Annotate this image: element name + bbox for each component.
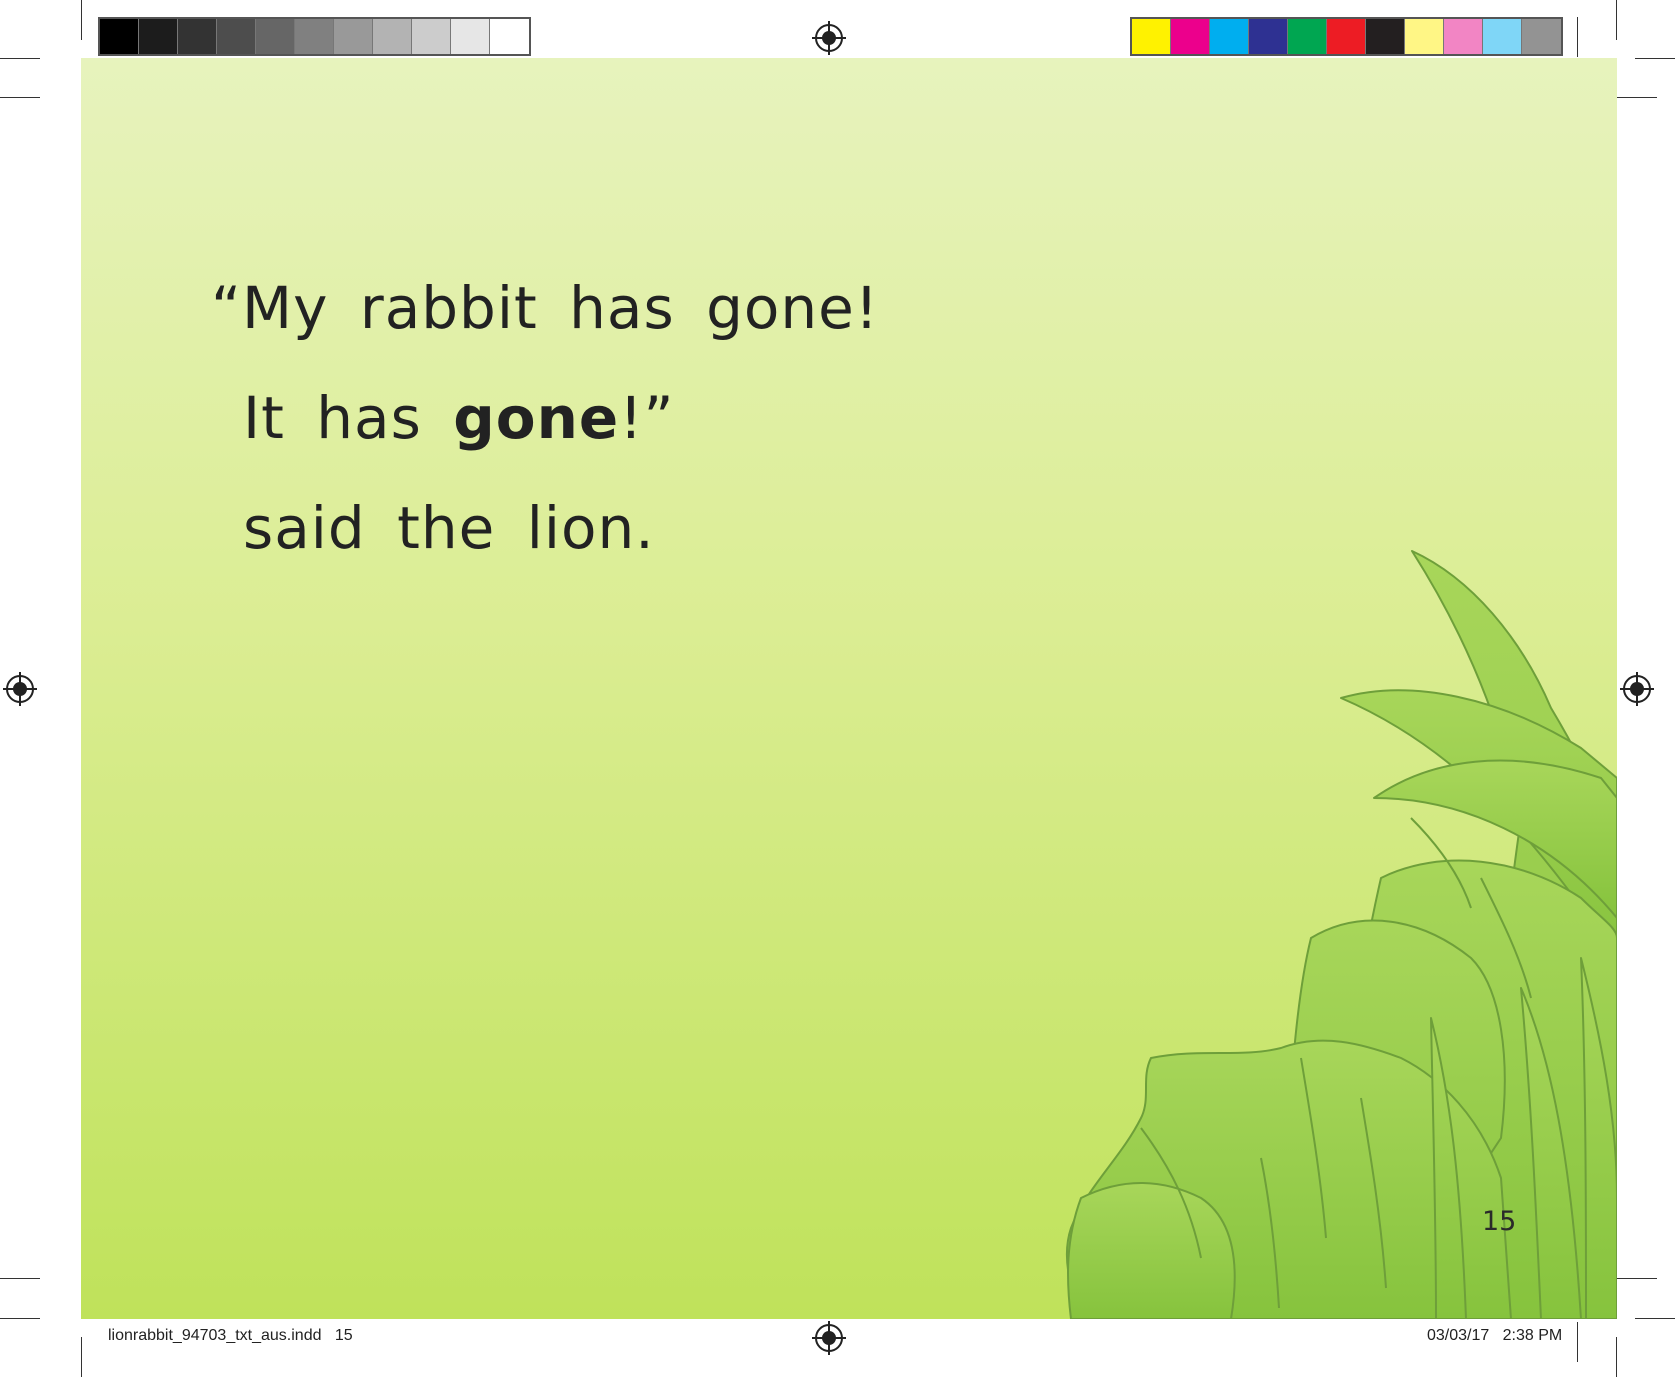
slug-page: 15 bbox=[334, 1327, 353, 1344]
emphasized-word: gone bbox=[453, 384, 620, 452]
story-line: said the lion. bbox=[243, 494, 655, 562]
crop-mark bbox=[1635, 58, 1675, 59]
registration-mark-icon bbox=[1620, 672, 1654, 706]
story-line: It has gone!” bbox=[243, 384, 675, 452]
slug-date: 03/03/17 bbox=[1427, 1327, 1490, 1344]
color-swatch bbox=[1210, 19, 1249, 54]
slug-timestamp bbox=[1427, 1327, 1562, 1345]
grass-illustration bbox=[81, 58, 1617, 1319]
book-page bbox=[81, 58, 1617, 1319]
crop-mark bbox=[0, 1278, 40, 1279]
slug-filename: lionrabbit_94703_txt_aus.indd bbox=[108, 1327, 322, 1344]
color-swatch bbox=[1132, 19, 1171, 54]
crop-mark bbox=[0, 58, 40, 59]
color-swatch bbox=[1366, 19, 1405, 54]
story-line: “My rabbit has gone! bbox=[211, 274, 880, 342]
grayscale-color-bar bbox=[98, 17, 531, 56]
color-swatch bbox=[100, 19, 139, 54]
color-swatch bbox=[139, 19, 178, 54]
color-swatch bbox=[334, 19, 373, 54]
crop-mark bbox=[1577, 17, 1578, 57]
color-swatch bbox=[1405, 19, 1444, 54]
crop-mark bbox=[1617, 97, 1657, 98]
crop-mark bbox=[1616, 0, 1617, 40]
color-swatch bbox=[1288, 19, 1327, 54]
registration-mark-icon bbox=[3, 672, 37, 706]
process-color-bar bbox=[1130, 17, 1563, 56]
registration-mark-icon bbox=[812, 1321, 846, 1355]
crop-mark bbox=[1635, 1318, 1675, 1319]
color-swatch bbox=[451, 19, 490, 54]
color-swatch bbox=[490, 19, 529, 54]
crop-mark bbox=[1577, 1322, 1578, 1362]
color-swatch bbox=[178, 19, 217, 54]
crop-mark bbox=[1617, 1278, 1657, 1279]
color-swatch bbox=[1171, 19, 1210, 54]
color-swatch bbox=[412, 19, 451, 54]
crop-mark bbox=[1616, 1337, 1617, 1377]
story-text bbox=[211, 253, 879, 583]
grass-clump bbox=[1067, 551, 1617, 1319]
color-swatch bbox=[1444, 19, 1483, 54]
page-number: 15 bbox=[1482, 1206, 1517, 1237]
crop-mark bbox=[81, 0, 82, 40]
color-swatch bbox=[295, 19, 334, 54]
slug-file-info bbox=[108, 1327, 353, 1345]
slug-time: 2:38 PM bbox=[1502, 1327, 1563, 1344]
registration-mark-icon bbox=[812, 21, 846, 55]
color-swatch bbox=[373, 19, 412, 54]
color-swatch bbox=[1522, 19, 1561, 54]
color-swatch bbox=[1327, 19, 1366, 54]
crop-mark bbox=[81, 1337, 82, 1377]
color-swatch bbox=[1483, 19, 1522, 54]
color-swatch bbox=[217, 19, 256, 54]
crop-mark bbox=[0, 97, 40, 98]
color-swatch bbox=[1249, 19, 1288, 54]
color-swatch bbox=[256, 19, 295, 54]
crop-mark bbox=[0, 1318, 40, 1319]
